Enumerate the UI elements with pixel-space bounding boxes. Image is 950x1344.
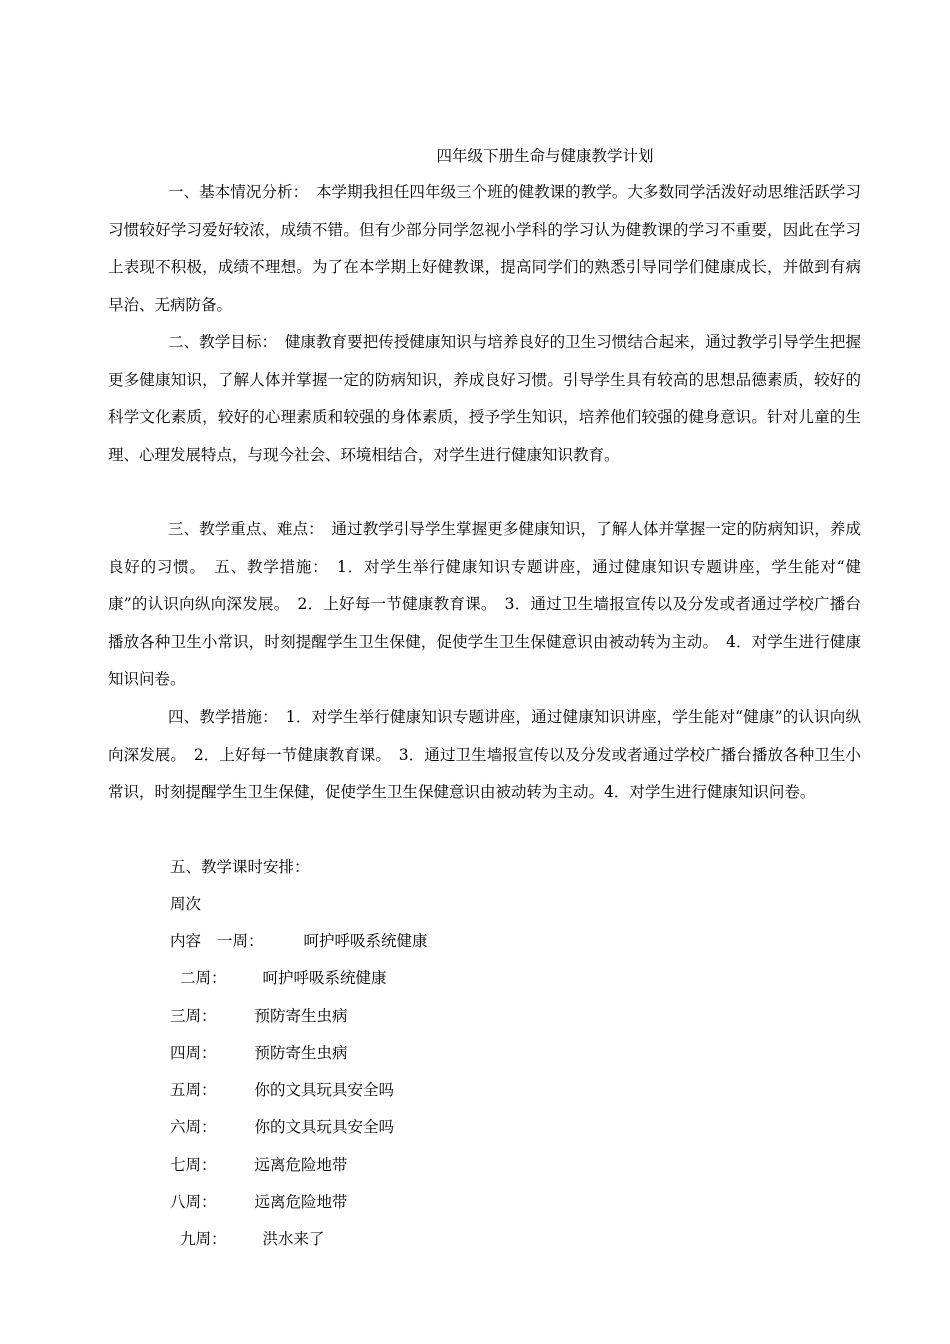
schedule-row [170, 1078, 394, 1102]
schedule-row [170, 1115, 394, 1139]
schedule-row [170, 1041, 348, 1065]
schedule-content: 洪水来了 [262, 1230, 325, 1248]
schedule-col-week: 周次 [170, 895, 202, 913]
schedule-week: 八周： [170, 1193, 217, 1211]
schedule-content: 呵护呼吸系统健康 [303, 932, 428, 950]
schedule-row [170, 1004, 348, 1028]
schedule-week: 五周： [170, 1081, 217, 1099]
schedule-row [170, 1153, 348, 1177]
schedule-week: 二周： [180, 969, 227, 987]
schedule-content: 远离危险地带 [254, 1193, 348, 1211]
schedule-week: 一周： [217, 932, 264, 950]
schedule-content: 你的文具玩具安全吗 [254, 1118, 395, 1136]
schedule-content: 预防寄生虫病 [254, 1007, 348, 1025]
schedule-heading: 五、教学课时安排： [170, 858, 310, 876]
section-teaching-goals: 二、教学目标： 健康教育要把传授健康知识与培养良好的卫生习惯结合起来，通过教学引导学生把握更多健康知识，了解人体并掌握一定的防病知识，养成良好习惯。引导学生具有较高的思想品德素质，较好的科学文化素质，较好的心理素质和较强的身体素质，授予学生知识，培养他们较强的健身意识。针对儿童的生理、心理发展特点，与现今社会、环境相结合，对学生进行健康知识教育。 [108, 333, 861, 464]
schedule-content: 你的文具玩具安全吗 [254, 1081, 395, 1099]
schedule-week: 六周： [170, 1118, 217, 1136]
section-key-points: 三、教学重点、难点： 通过教学引导学生掌握更多健康知识，了解人体并掌握一定的防病知识，养成良好的习惯。 五、教学措施： 1．对学生举行健康知识专题讲座，通过健康知识专题讲座，学生能对“健康”的认识向纵向深发展。 2．上好每一节健康教育课。 3．通过卫生墙报宣传以及分发或者通过学校广播台播放各种卫生小常识，时刻提醒学生卫生保健，促使学生卫生保健意识由被动转为主动。 4．对学生进行健康知识问卷。 [108, 520, 861, 688]
schedule-row [180, 1227, 325, 1251]
schedule-row [170, 1190, 348, 1214]
section-basic-analysis: 一、基本情况分析： 本学期我担任四年级三个班的健教课的教学。大多数同学活泼好动思维活跃学习习惯较好学习爱好较浓，成绩不错。但有少部分同学忽视小学科的学习认为健教课的学习不重要，因此在学习上表现不积极，成绩不理想。为了在本学期上好健教课，提高同学们的熟悉引导同学们健康成长，并做到有病早治、无病防备。 [108, 183, 861, 314]
schedule-row [180, 966, 387, 990]
schedule-week: 三周： [170, 1007, 217, 1025]
schedule-week: 九周： [180, 1230, 227, 1248]
schedule-row [170, 929, 428, 953]
document-title: 四年级下册生命与健康教学计划 [436, 147, 654, 165]
section-teaching-measures: 四、教学措施： 1．对学生举行健康知识专题讲座，通过健康知识讲座，学生能对“健康”的认识向纵向深发展。 2．上好每一节健康教育课。 3．通过卫生墙报宣传以及分发或者通过学校广播台播放各种卫生小常识，时刻提醒学生卫生保健，促使学生卫生保健意识由被动转为主动。4．对学生进行健康知识问卷。 [108, 708, 861, 801]
schedule-col-content: 内容 [170, 932, 202, 950]
schedule-content: 呵护呼吸系统健康 [262, 969, 387, 987]
schedule-week: 七周： [170, 1156, 217, 1174]
schedule-content: 预防寄生虫病 [254, 1044, 348, 1062]
schedule-content: 远离危险地带 [254, 1156, 348, 1174]
schedule-week: 四周： [170, 1044, 217, 1062]
